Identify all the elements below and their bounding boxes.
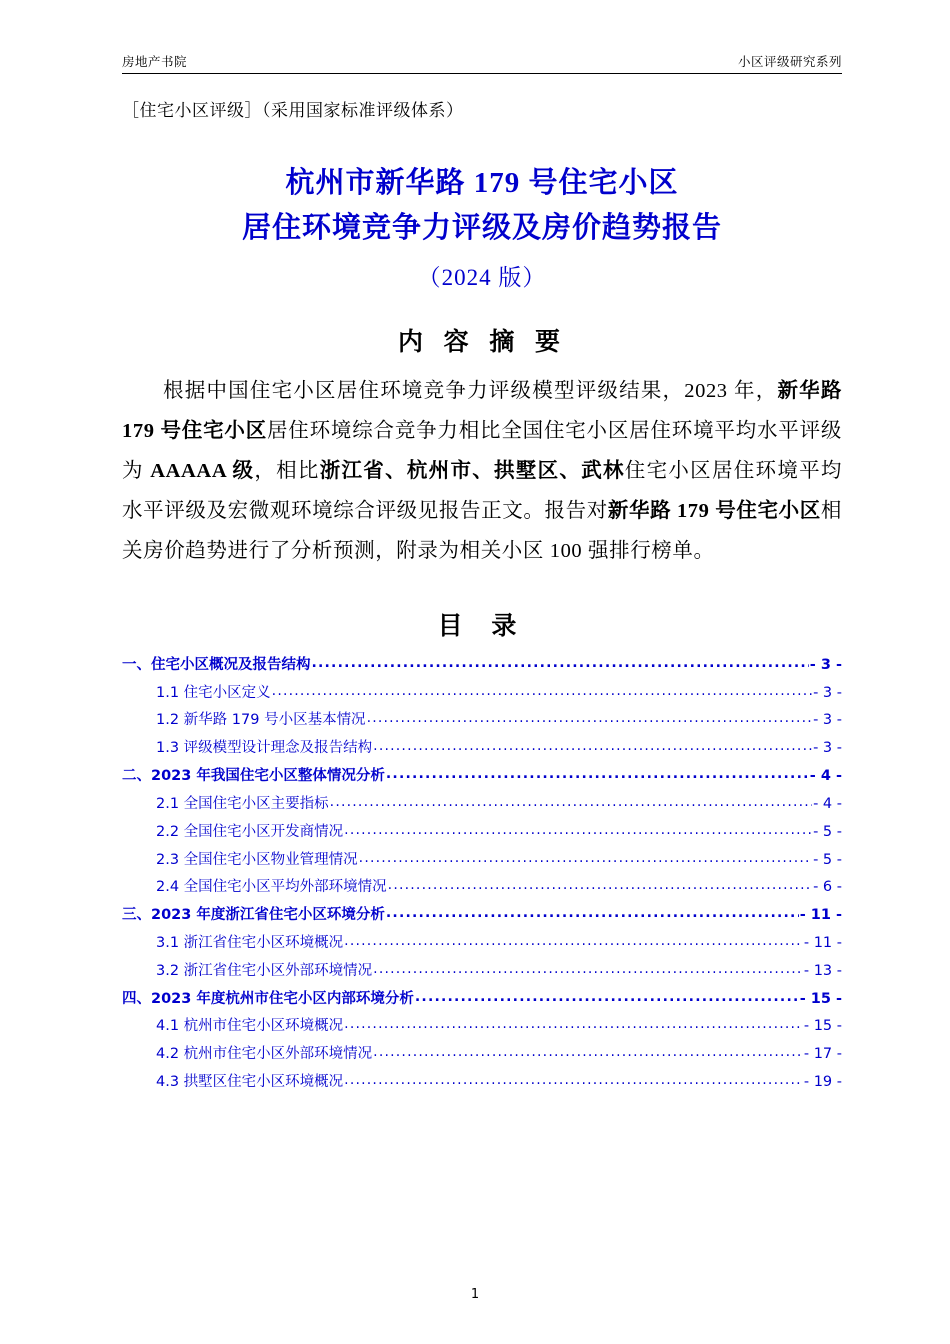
toc-entry-label: 1.1 住宅小区定义 (156, 684, 271, 701)
abstract-heading: 内 容 摘 要 (397, 326, 567, 356)
toc-leader-dots (388, 872, 812, 900)
toc-entry-page: - 3 - (813, 740, 842, 757)
toc-entry-label: 二、2023 年我国住宅小区整体情况分析 (122, 768, 385, 785)
toc-entry[interactable] (122, 986, 842, 1014)
abstract-emphasis: AAAAA 级 (150, 459, 255, 482)
toc-entry[interactable] (122, 1013, 842, 1041)
toc-entry-label: 三、2023 年度浙江省住宅小区环境分析 (122, 907, 385, 924)
toc-entry[interactable] (122, 791, 842, 819)
toc-leader-dots (415, 984, 799, 1012)
toc-leader-dots (312, 650, 809, 678)
toc-entry-label: 四、2023 年度杭州市住宅小区内部环境分析 (122, 990, 414, 1007)
toc-entry-page: - 3 - (813, 712, 842, 729)
toc-entry-label: 4.2 杭州市住宅小区外部环境情况 (156, 1046, 373, 1063)
abstract-text: 根据中国住宅小区居住环境竞争力评级模型评级结果，2023 年， (163, 379, 778, 402)
toc-entry[interactable] (122, 1069, 842, 1097)
toc-leader-dots (373, 733, 812, 761)
toc-entry[interactable] (122, 874, 842, 902)
toc-entry-label: 2.3 全国住宅小区物业管理情况 (156, 851, 358, 868)
abstract-emphasis: 新华路 179 号住宅小区 (607, 499, 821, 522)
toc-entry[interactable] (122, 847, 842, 875)
page-number: 1 (470, 1287, 480, 1302)
title-line-1: 杭州市新华路 179 号住宅小区 (285, 167, 679, 199)
toc-entry[interactable] (122, 902, 842, 930)
toc-entry[interactable] (122, 707, 842, 735)
abstract-text: ，相比 (254, 459, 320, 482)
toc-entry[interactable] (122, 735, 842, 763)
header-right-text: 小区评级研究系列 (737, 54, 842, 69)
toc-leader-dots (344, 928, 803, 956)
toc-entry-label: 1.3 评级模型设计理念及报告结构 (156, 740, 373, 757)
toc-entry-label: 2.4 全国住宅小区平均外部环境情况 (156, 879, 387, 896)
toc-leader-dots (373, 1039, 803, 1067)
abstract-emphasis: 新华路 179 号住宅小区 (122, 379, 842, 442)
title-line-2: 居住环境竞争力评级及房价趋势报告 (241, 211, 722, 244)
page-title (122, 161, 842, 251)
toc-entry[interactable] (122, 1041, 842, 1069)
toc-leader-dots (272, 678, 812, 706)
toc-leader-dots (359, 845, 812, 873)
toc-entry-page: - 11 - (799, 907, 842, 924)
toc-entry-label: 2.2 全国住宅小区开发商情况 (156, 823, 344, 840)
abstract-text: 居住环境综合竞争力相比全国住宅小区居住环境平均水平评级为 (122, 419, 842, 482)
toc-entry[interactable] (122, 958, 842, 986)
toc-entry-label: 2.1 全国住宅小区主要指标 (156, 795, 329, 812)
toc-leader-dots (330, 789, 812, 817)
abstract-text: 相关房价趋势进行了分析预测，附录为相关小区 100 强排行榜单。 (122, 499, 842, 562)
toc-leader-dots (367, 705, 813, 733)
toc-entry-page: - 17 - (803, 1046, 842, 1063)
toc-leader-dots (386, 900, 799, 928)
toc-entry-page: - 19 - (803, 1074, 842, 1091)
toc-entry-page: - 11 - (803, 935, 842, 951)
toc-entry[interactable] (122, 819, 842, 847)
toc-leader-dots (344, 1011, 803, 1039)
toc-entry-label: 一、住宅小区概况及报告结构 (122, 656, 311, 673)
toc-entry-label: 4.3 拱墅区住宅小区环境概况 (156, 1074, 344, 1091)
toc-entry-page: - 3 - (809, 656, 842, 673)
table-of-contents (122, 652, 842, 1097)
toc-entry-label: 4.1 杭州市住宅小区环境概况 (156, 1018, 344, 1035)
toc-entry-label: 3.1 浙江省住宅小区环境概况 (156, 935, 344, 951)
toc-entry-page: - 5 - (813, 823, 842, 840)
toc-entry[interactable] (122, 652, 842, 680)
toc-entry-page: - 4 - (813, 795, 842, 812)
toc-entry-page: - 5 - (813, 851, 842, 868)
abstract-emphasis: 浙江省、杭州市、拱墅区、武林 (319, 459, 625, 482)
running-header (122, 52, 842, 74)
toc-leader-dots (373, 956, 803, 984)
toc-entry-page: - 13 - (803, 962, 842, 979)
toc-entry-page: - 15 - (799, 990, 842, 1007)
toc-entry-page: - 3 - (813, 684, 842, 701)
toc-entry-page: - 4 - (809, 768, 842, 785)
toc-entry[interactable] (122, 930, 842, 958)
toc-entry-page: - 6 - (813, 879, 842, 896)
toc-entry-label: 1.2 新华路 179 号小区基本情况 (156, 712, 366, 729)
abstract-text: 住宅小区居住环境平均水平评级及宏微观环境综合评级见报告正文。报告对 (122, 459, 843, 522)
report-category-line: ［住宅小区评级］（采用国家标准评级体系） (122, 101, 464, 120)
toc-entry-page: - 15 - (803, 1018, 842, 1035)
toc-leader-dots (386, 761, 809, 789)
abstract-body (122, 372, 842, 572)
toc-heading: 目 录 (437, 610, 527, 640)
toc-leader-dots (344, 1067, 803, 1095)
title-version: （2024 版） (417, 264, 547, 290)
toc-leader-dots (344, 817, 812, 845)
toc-entry-label: 3.2 浙江省住宅小区外部环境情况 (156, 962, 373, 979)
toc-entry[interactable] (122, 763, 842, 791)
toc-entry[interactable] (122, 680, 842, 708)
header-left-text: 房地产书院 (122, 54, 188, 69)
